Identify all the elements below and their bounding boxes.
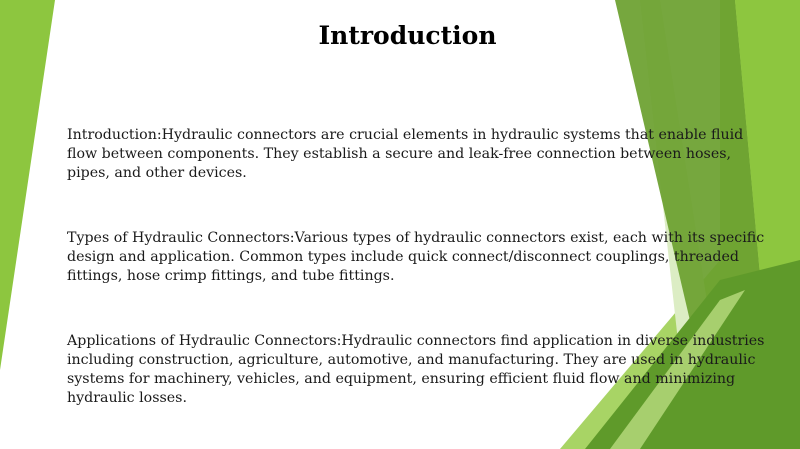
- paragraph-types: Types of Hydraulic Connectors:Various types of hydraulic connectors exist, each with its specific design and application. Common types include quick connect/disconnect couplings, threaded fittings, hose crimp fittings, and tube fittings.: [67, 230, 765, 284]
- paragraph-introduction: Introduction:Hydraulic connectors are crucial elements in hydraulic systems that enable fluid flow between components. They establish a secure and leak-free connection between hoses, pipes, and other devices.: [67, 127, 744, 181]
- paragraph-applications: Applications of Hydraulic Connectors:Hydraulic connectors find application in diverse industries including construction, agriculture, automotive, and manufacturing. They are used in hydraulic systems for machinery, vehicles, and equipment, ensuring efficient fluid flow and minimizing hydraulic losses.: [67, 333, 765, 406]
- slide-title: Introduction: [318, 21, 497, 50]
- left-green-wedge: [0, 0, 55, 370]
